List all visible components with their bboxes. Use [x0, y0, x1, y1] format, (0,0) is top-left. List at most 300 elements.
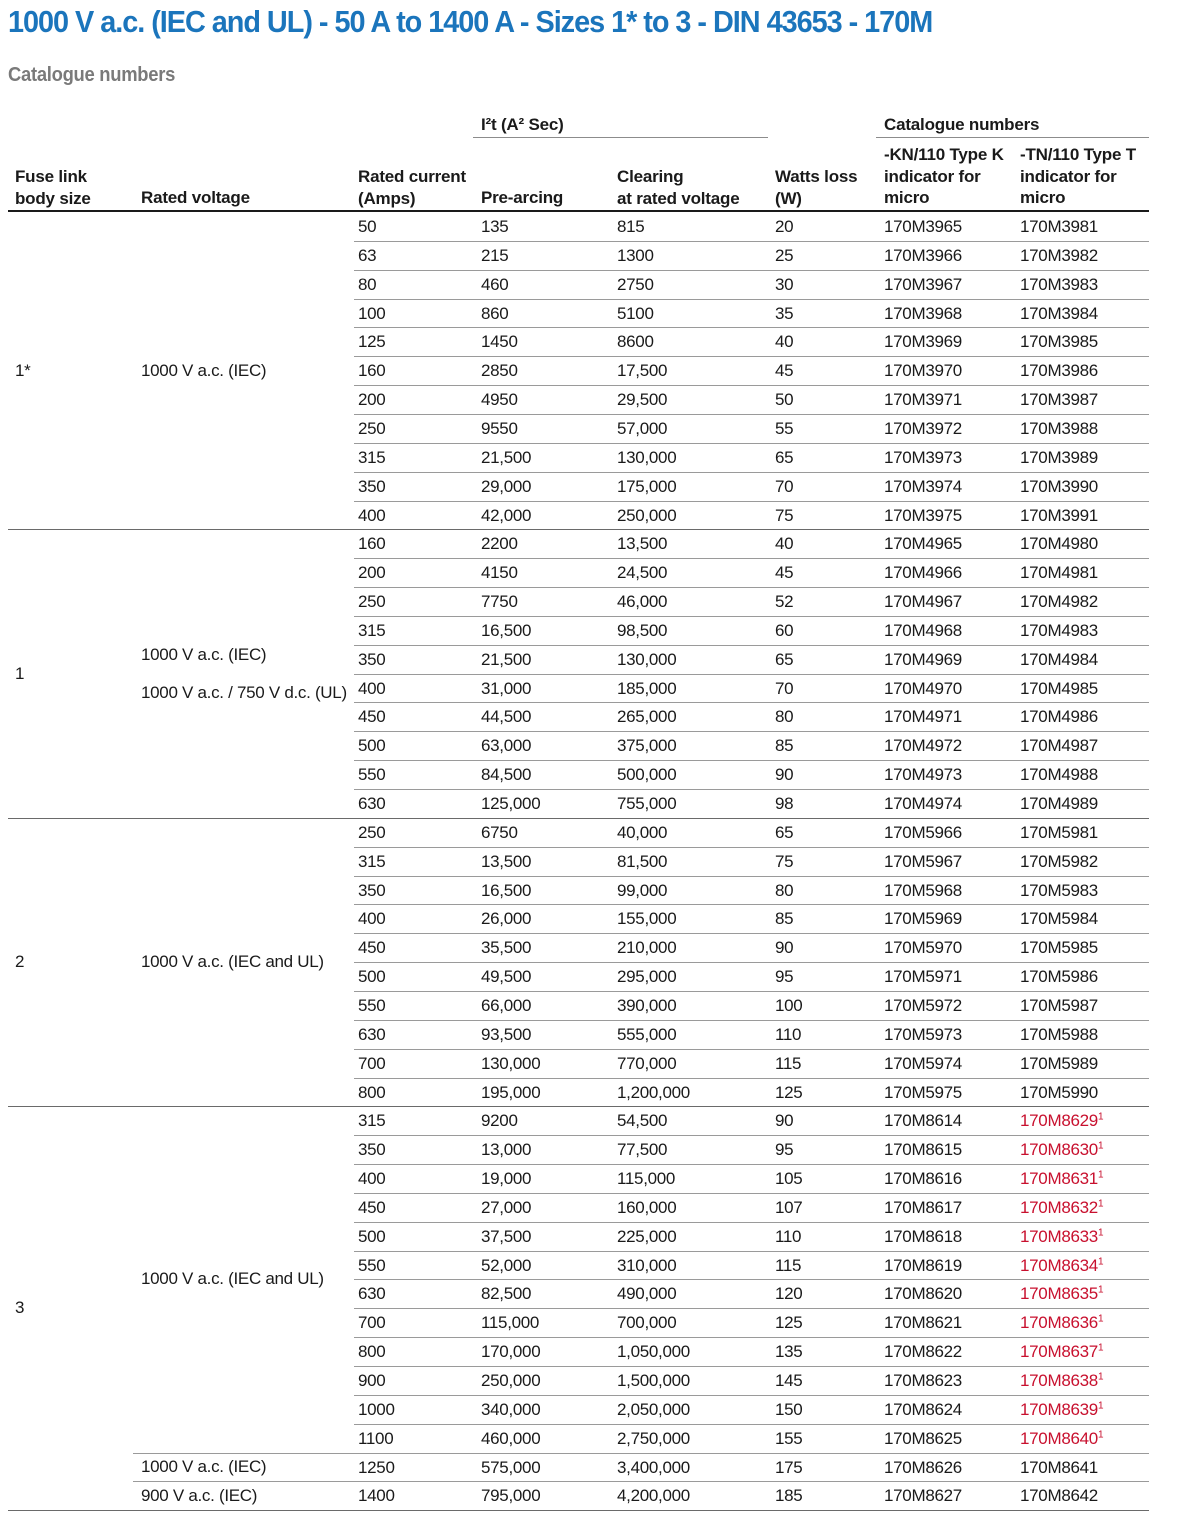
- kn-catalogue-cell: 170M4971: [884, 707, 962, 727]
- clearing-cell: 210,000: [617, 938, 677, 958]
- rated-current-cell: 350: [358, 1140, 386, 1160]
- row-divider: [354, 1424, 1149, 1425]
- page-title: 1000 V a.c. (IEC and UL) - 50 A to 1400 A - Sizes 1* to 3 - DIN 43653 - 170M: [8, 4, 933, 39]
- kn-catalogue-cell: 170M4969: [884, 649, 962, 669]
- pre-arcing-cell: 9200: [481, 1111, 518, 1131]
- clearing-cell: 770,000: [617, 1053, 677, 1073]
- footnote-mark: 1: [1097, 1342, 1104, 1354]
- tn-catalogue-cell: 170M4980: [1020, 534, 1098, 554]
- row-divider: [354, 847, 1149, 848]
- pre-arcing-cell: 31,000: [481, 678, 532, 698]
- tn-catalogue-cell: 170M8634$^1$: [1020, 1255, 1104, 1275]
- tn-catalogue-cell: 170M3990: [1020, 476, 1098, 496]
- body-size-label: 1: [15, 663, 25, 683]
- rated-current-cell: 400: [358, 909, 386, 929]
- rated-current-cell: 450: [358, 938, 386, 958]
- clearing-cell: 130,000: [617, 649, 677, 669]
- clearing-cell: 155,000: [617, 909, 677, 929]
- tn-catalogue-cell: 170M5981: [1020, 822, 1098, 842]
- watts-loss-cell: 40: [775, 534, 794, 554]
- row-divider: [354, 933, 1149, 934]
- row-divider: [354, 645, 1149, 646]
- pre-arcing-cell: 52,000: [481, 1255, 532, 1275]
- rated-current-cell: 800: [358, 1342, 386, 1362]
- rated-current-cell: 630: [358, 794, 386, 813]
- rated-current-cell: 80: [358, 274, 377, 294]
- clearing-cell: 77,500: [617, 1140, 668, 1160]
- watts-loss-cell: 35: [775, 303, 794, 323]
- clearing-cell: 225,000: [617, 1226, 677, 1246]
- tn-catalogue-cell: 170M8633$^1$: [1020, 1226, 1104, 1246]
- tn-catalogue-cell: 170M3989: [1020, 447, 1098, 467]
- row-divider: [354, 1251, 1149, 1252]
- rated-current-cell: 250: [358, 418, 386, 438]
- kn-catalogue-cell: 170M3973: [884, 447, 962, 467]
- watts-loss-cell: 115: [775, 1255, 802, 1275]
- row-divider: [354, 356, 1149, 357]
- kn-catalogue-cell: 170M4965: [884, 534, 962, 554]
- kn-catalogue-cell: 170M4968: [884, 620, 962, 640]
- pre-arcing-cell: 6750: [481, 822, 518, 842]
- pre-arcing-cell: 21,500: [481, 649, 532, 669]
- kn-catalogue-cell: 170M5966: [884, 822, 962, 842]
- clearing-cell: 46,000: [617, 592, 668, 612]
- header-rule: [8, 210, 1149, 212]
- footnote-mark: 1: [1097, 1400, 1104, 1412]
- pre-arcing-cell: 16,500: [481, 620, 532, 640]
- row-divider: [354, 1366, 1149, 1367]
- pre-arcing-cell: 7750: [481, 592, 518, 612]
- kn-catalogue-cell: 170M8617: [884, 1197, 962, 1217]
- pre-arcing-cell: 135: [481, 217, 509, 236]
- watts-loss-cell: 80: [775, 707, 794, 727]
- row-divider: [354, 904, 1149, 905]
- row-divider: [354, 991, 1149, 992]
- rated-current-cell: 350: [358, 649, 386, 669]
- tn-catalogue-cell: 170M4989: [1020, 794, 1098, 813]
- header-tn-catalogue: -TN/110 Type T indicator for micro: [1020, 145, 1136, 207]
- row-divider: [354, 1078, 1149, 1079]
- tn-catalogue-cell: 170M8636$^1$: [1020, 1313, 1104, 1333]
- tn-catalogue-cell: 170M3986: [1020, 361, 1098, 381]
- rated-current-cell: 550: [358, 995, 386, 1015]
- kn-catalogue-cell: 170M8625: [884, 1428, 962, 1448]
- pre-arcing-cell: 130,000: [481, 1053, 541, 1073]
- kn-catalogue-cell: 170M3974: [884, 476, 962, 496]
- watts-loss-cell: 95: [775, 1140, 794, 1160]
- rated-current-cell: 250: [358, 592, 386, 612]
- rated-current-cell: 500: [358, 1226, 386, 1246]
- clearing-cell: 81,500: [617, 851, 668, 871]
- row-divider: [354, 414, 1149, 415]
- kn-catalogue-cell: 170M3965: [884, 217, 962, 236]
- pre-arcing-cell: 13,500: [481, 851, 532, 871]
- kn-catalogue-cell: 170M8614: [884, 1111, 962, 1131]
- rated-current-cell: 630: [358, 1284, 386, 1304]
- header-pre-arcing: Pre-arcing: [481, 188, 564, 207]
- rated-current-cell: 450: [358, 1197, 386, 1217]
- kn-catalogue-cell: 170M3970: [884, 361, 962, 381]
- kn-catalogue-cell: 170M4974: [884, 794, 962, 813]
- i2t-group-rule: [473, 137, 768, 138]
- pre-arcing-cell: 795,000: [481, 1486, 541, 1506]
- clearing-cell: 295,000: [617, 967, 677, 987]
- pre-arcing-cell: 250,000: [481, 1371, 541, 1390]
- pre-arcing-cell: 2200: [481, 534, 518, 554]
- kn-catalogue-cell: 170M8622: [884, 1342, 962, 1362]
- watts-loss-cell: 75: [775, 505, 794, 525]
- row-divider: [354, 501, 1149, 502]
- rated-current-cell: 160: [358, 361, 386, 381]
- rated-current-cell: 1400: [358, 1486, 395, 1506]
- watts-loss-cell: 65: [775, 447, 794, 467]
- pre-arcing-cell: 1450: [481, 332, 518, 352]
- rated-current-cell: 450: [358, 707, 386, 727]
- watts-loss-cell: 110: [775, 1226, 802, 1246]
- group-divider: [8, 1106, 1149, 1107]
- kn-catalogue-cell: 170M5970: [884, 938, 962, 958]
- kn-catalogue-cell: 170M3967: [884, 274, 962, 294]
- clearing-cell: 310,000: [617, 1255, 677, 1275]
- kn-catalogue-cell: 170M4973: [884, 765, 962, 785]
- kn-catalogue-cell: 170M8616: [884, 1169, 962, 1189]
- row-divider: [354, 1020, 1149, 1021]
- rated-current-cell: 1000: [358, 1399, 395, 1419]
- tn-catalogue-cell: 170M5988: [1020, 1024, 1098, 1044]
- row-divider: [354, 1049, 1149, 1050]
- rated-current-cell: 400: [358, 678, 386, 698]
- watts-loss-cell: 90: [775, 938, 794, 958]
- kn-catalogue-cell: 170M5974: [884, 1053, 962, 1073]
- voltage-divider: [133, 1453, 1149, 1454]
- rated-current-cell: 100: [358, 303, 386, 323]
- rated-current-cell: 900: [358, 1371, 386, 1390]
- rated-current-cell: 1100: [358, 1428, 394, 1448]
- watts-loss-cell: 55: [775, 418, 794, 438]
- kn-catalogue-cell: 170M4972: [884, 736, 962, 756]
- rated-current-cell: 700: [358, 1053, 386, 1073]
- row-divider: [354, 1279, 1149, 1280]
- watts-loss-cell: 85: [775, 736, 794, 756]
- pre-arcing-cell: 575,000: [481, 1457, 541, 1477]
- clearing-cell: 99,000: [617, 880, 668, 900]
- watts-loss-cell: 75: [775, 851, 794, 871]
- clearing-cell: 160,000: [617, 1197, 677, 1217]
- footnote-mark: 1: [1097, 1169, 1104, 1181]
- body-size-label: 1*: [15, 360, 31, 380]
- rated-current-cell: 700: [358, 1313, 386, 1333]
- pre-arcing-cell: 460,000: [481, 1428, 541, 1448]
- footnote-mark: 1: [1097, 1284, 1104, 1296]
- rated-current-cell: 1250: [358, 1457, 395, 1477]
- rated-current-cell: 200: [358, 390, 386, 410]
- pre-arcing-cell: 115,000: [481, 1313, 540, 1333]
- watts-loss-cell: 45: [775, 361, 794, 381]
- pre-arcing-cell: 63,000: [481, 736, 532, 756]
- watts-loss-cell: 80: [775, 880, 794, 900]
- pre-arcing-cell: 2850: [481, 361, 518, 381]
- footnote-mark: 1: [1097, 1429, 1104, 1441]
- rated-voltage-label: 1000 V a.c. / 750 V d.c. (UL): [141, 682, 347, 702]
- watts-loss-cell: 90: [775, 1111, 794, 1131]
- watts-loss-cell: 30: [775, 274, 794, 294]
- pre-arcing-cell: 860: [481, 303, 509, 323]
- rated-current-cell: 200: [358, 563, 386, 583]
- rated-current-cell: 315: [358, 620, 386, 640]
- row-divider: [354, 760, 1149, 761]
- group-divider: [8, 818, 1149, 819]
- row-divider: [354, 674, 1149, 675]
- tn-catalogue-cell: 170M4987: [1020, 736, 1098, 756]
- rated-current-cell: 125: [358, 332, 386, 352]
- group-divider: [8, 1510, 1149, 1511]
- rated-current-cell: 315: [358, 851, 386, 871]
- watts-loss-cell: 52: [775, 592, 794, 612]
- tn-catalogue-cell: 170M3983: [1020, 274, 1098, 294]
- clearing-cell: 17,500: [617, 361, 668, 381]
- pre-arcing-cell: 13,000: [481, 1140, 532, 1160]
- tn-catalogue-cell: 170M8629$^1$: [1020, 1111, 1104, 1131]
- pre-arcing-cell: 340,000: [481, 1399, 541, 1419]
- footnote-mark: 1: [1097, 1313, 1104, 1325]
- watts-loss-cell: 65: [775, 822, 794, 842]
- tn-catalogue-cell: 170M8635$^1$: [1020, 1284, 1104, 1304]
- clearing-cell: 40,000: [617, 822, 668, 842]
- tn-catalogue-cell: 170M3988: [1020, 418, 1098, 438]
- watts-loss-cell: 85: [775, 909, 794, 929]
- pre-arcing-cell: 16,500: [481, 880, 532, 900]
- clearing-cell: 2,050,000: [617, 1399, 690, 1419]
- pre-arcing-cell: 9550: [481, 418, 518, 438]
- kn-catalogue-cell: 170M5967: [884, 851, 962, 871]
- tn-catalogue-cell: 170M3991: [1020, 505, 1098, 525]
- clearing-cell: 3,400,000: [617, 1457, 690, 1477]
- watts-loss-cell: 155: [775, 1428, 803, 1448]
- page-subtitle: Catalogue numbers: [8, 64, 176, 86]
- watts-loss-cell: 120: [775, 1284, 803, 1304]
- rated-current-cell: 800: [358, 1082, 386, 1102]
- watts-loss-cell: 105: [775, 1169, 803, 1189]
- watts-loss-cell: 135: [775, 1342, 803, 1362]
- watts-loss-cell: 145: [775, 1371, 803, 1390]
- row-divider: [354, 1193, 1149, 1194]
- kn-catalogue-cell: 170M8626: [884, 1457, 962, 1477]
- tn-catalogue-cell: 170M8641: [1020, 1457, 1098, 1477]
- i2t-group-header: I²t (A² Sec): [481, 115, 564, 134]
- tn-catalogue-cell: 170M3981: [1020, 217, 1098, 236]
- rated-voltage-label: 1000 V a.c. (IEC and UL): [141, 1269, 324, 1289]
- kn-catalogue-cell: 170M3975: [884, 505, 962, 525]
- rated-voltage-label: 1000 V a.c. (IEC): [141, 644, 267, 664]
- tn-catalogue-cell: 170M8632$^1$: [1020, 1197, 1104, 1217]
- row-divider: [354, 1222, 1149, 1223]
- rated-current-cell: 50: [358, 217, 377, 236]
- kn-catalogue-cell: 170M3966: [884, 245, 962, 265]
- kn-catalogue-cell: 170M3968: [884, 303, 962, 323]
- watts-loss-cell: 100: [775, 995, 803, 1015]
- kn-catalogue-cell: 170M4966: [884, 563, 962, 583]
- footnote-mark: 1: [1097, 1198, 1104, 1210]
- row-divider: [354, 443, 1149, 444]
- catalogue-group-rule: [876, 137, 1149, 138]
- row-divider: [354, 472, 1149, 473]
- catalogue-group-header: Catalogue numbers: [884, 115, 1040, 134]
- row-divider: [354, 385, 1149, 386]
- kn-catalogue-cell: 170M3969: [884, 332, 962, 352]
- pre-arcing-cell: 215: [481, 245, 509, 265]
- tn-catalogue-cell: 170M5982: [1020, 851, 1098, 871]
- pre-arcing-cell: 21,500: [481, 447, 532, 467]
- pre-arcing-cell: 27,000: [481, 1197, 532, 1217]
- row-divider: [354, 1164, 1149, 1165]
- rated-voltage-label: 1000 V a.c. (IEC): [141, 360, 267, 380]
- pre-arcing-cell: 4150: [481, 563, 518, 583]
- footnote-mark: 1: [1097, 1227, 1104, 1239]
- row-divider: [354, 731, 1149, 732]
- pre-arcing-cell: 66,000: [481, 995, 532, 1015]
- kn-catalogue-cell: 170M3972: [884, 418, 962, 438]
- tn-catalogue-cell: 170M3984: [1020, 303, 1098, 323]
- tn-catalogue-cell: 170M5989: [1020, 1053, 1098, 1073]
- clearing-cell: 1300: [617, 245, 654, 265]
- kn-catalogue-cell: 170M3971: [884, 390, 962, 410]
- clearing-cell: 265,000: [617, 707, 677, 727]
- clearing-cell: 390,000: [617, 995, 677, 1015]
- clearing-cell: 29,500: [617, 390, 668, 410]
- clearing-cell: 490,000: [617, 1284, 677, 1304]
- watts-loss-cell: 125: [775, 1082, 803, 1102]
- clearing-cell: 375,000: [617, 736, 677, 756]
- rated-current-cell: 63: [358, 245, 377, 265]
- tn-catalogue-cell: 170M5990: [1020, 1082, 1098, 1102]
- voltage-divider: [133, 1481, 1149, 1482]
- clearing-cell: 54,500: [617, 1111, 668, 1131]
- watts-loss-cell: 98: [775, 794, 794, 813]
- kn-catalogue-cell: 170M8621: [884, 1313, 962, 1333]
- watts-loss-cell: 40: [775, 332, 794, 352]
- watts-loss-cell: 150: [775, 1399, 803, 1419]
- rated-current-cell: 315: [358, 447, 386, 467]
- clearing-cell: 700,000: [617, 1313, 677, 1333]
- tn-catalogue-cell: 170M4982: [1020, 592, 1098, 612]
- clearing-cell: 2,750,000: [617, 1428, 690, 1448]
- tn-catalogue-cell: 170M8640$^1$: [1020, 1428, 1104, 1448]
- pre-arcing-cell: 84,500: [481, 765, 532, 785]
- watts-loss-cell: 175: [775, 1457, 803, 1477]
- kn-catalogue-cell: 170M8615: [884, 1140, 962, 1160]
- pre-arcing-cell: 26,000: [481, 909, 532, 929]
- kn-catalogue-cell: 170M5971: [884, 967, 962, 987]
- footnote-mark: 1: [1097, 1255, 1104, 1267]
- tn-catalogue-cell: 170M5986: [1020, 967, 1098, 987]
- watts-loss-cell: 70: [775, 678, 794, 698]
- pre-arcing-cell: 93,500: [481, 1024, 532, 1044]
- tn-catalogue-cell: 170M4983: [1020, 620, 1098, 640]
- pre-arcing-cell: 35,500: [481, 938, 532, 958]
- body-size-label: 3: [15, 1298, 25, 1318]
- row-divider: [354, 789, 1149, 790]
- kn-catalogue-cell: 170M8618: [884, 1226, 962, 1246]
- rated-voltage-label: 1000 V a.c. (IEC and UL): [141, 952, 324, 972]
- rated-current-cell: 500: [358, 736, 386, 756]
- rated-voltage-label: 900 V a.c. (IEC): [141, 1485, 258, 1505]
- clearing-cell: 13,500: [617, 534, 668, 554]
- clearing-cell: 1,200,000: [617, 1082, 690, 1102]
- pre-arcing-cell: 170,000: [481, 1342, 541, 1362]
- clearing-cell: 755,000: [617, 794, 677, 813]
- watts-loss-cell: 65: [775, 649, 794, 669]
- clearing-cell: 185,000: [617, 678, 677, 698]
- footnote-mark: 1: [1097, 1111, 1104, 1123]
- tn-catalogue-cell: 170M8638$^1$: [1020, 1371, 1104, 1390]
- clearing-cell: 555,000: [617, 1024, 677, 1044]
- tn-catalogue-cell: 170M5983: [1020, 880, 1098, 900]
- row-divider: [354, 962, 1149, 963]
- pre-arcing-cell: 49,500: [481, 967, 532, 987]
- clearing-cell: 815: [617, 217, 645, 236]
- tn-catalogue-cell: 170M5987: [1020, 995, 1098, 1015]
- tn-catalogue-cell: 170M4981: [1020, 563, 1098, 583]
- rated-current-cell: 350: [358, 880, 386, 900]
- row-divider: [354, 702, 1149, 703]
- pre-arcing-cell: 82,500: [481, 1284, 532, 1304]
- watts-loss-cell: 25: [775, 245, 794, 265]
- kn-catalogue-cell: 170M5975: [884, 1082, 962, 1102]
- rated-current-cell: 630: [358, 1024, 386, 1044]
- clearing-cell: 250,000: [617, 505, 677, 525]
- kn-catalogue-cell: 170M8627: [884, 1486, 962, 1506]
- watts-loss-cell: 185: [775, 1486, 803, 1506]
- row-divider: [354, 1395, 1149, 1396]
- tn-catalogue-cell: 170M8630$^1$: [1020, 1140, 1104, 1160]
- tn-catalogue-cell: 170M8631$^1$: [1020, 1169, 1104, 1189]
- header-kn-catalogue: -KN/110 Type K indicator for micro: [884, 145, 1004, 207]
- tn-catalogue-cell: 170M8639$^1$: [1020, 1399, 1104, 1419]
- watts-loss-cell: 107: [775, 1197, 803, 1217]
- kn-catalogue-cell: 170M8624: [884, 1399, 962, 1419]
- rated-current-cell: 350: [358, 476, 386, 496]
- pre-arcing-cell: 44,500: [481, 707, 532, 727]
- kn-catalogue-cell: 170M8619: [884, 1255, 962, 1275]
- pre-arcing-cell: 37,500: [481, 1226, 532, 1246]
- tn-catalogue-cell: 170M3985: [1020, 332, 1098, 352]
- row-divider: [354, 558, 1149, 559]
- clearing-cell: 115,000: [617, 1169, 676, 1189]
- watts-loss-cell: 95: [775, 967, 794, 987]
- clearing-cell: 175,000: [617, 476, 677, 496]
- header-rated-current: Rated current (Amps): [358, 167, 466, 208]
- clearing-cell: 2750: [617, 274, 654, 294]
- tn-catalogue-cell: 170M3987: [1020, 390, 1098, 410]
- clearing-cell: 1,050,000: [617, 1342, 690, 1362]
- footnote-mark: 1: [1097, 1371, 1104, 1383]
- clearing-cell: 24,500: [617, 563, 668, 583]
- row-divider: [354, 1337, 1149, 1338]
- pre-arcing-cell: 19,000: [481, 1169, 532, 1189]
- rated-current-cell: 400: [358, 505, 386, 525]
- clearing-cell: 5100: [617, 303, 654, 323]
- row-divider: [354, 1135, 1149, 1136]
- watts-loss-cell: 60: [775, 620, 794, 640]
- pre-arcing-cell: 29,000: [481, 476, 532, 496]
- rated-current-cell: 550: [358, 765, 386, 785]
- rated-current-cell: 315: [358, 1111, 386, 1131]
- rated-voltage-label: 1000 V a.c. (IEC): [141, 1456, 267, 1476]
- pre-arcing-cell: 4950: [481, 390, 518, 410]
- row-divider: [354, 616, 1149, 617]
- row-divider: [354, 299, 1149, 300]
- clearing-cell: 4,200,000: [617, 1486, 690, 1506]
